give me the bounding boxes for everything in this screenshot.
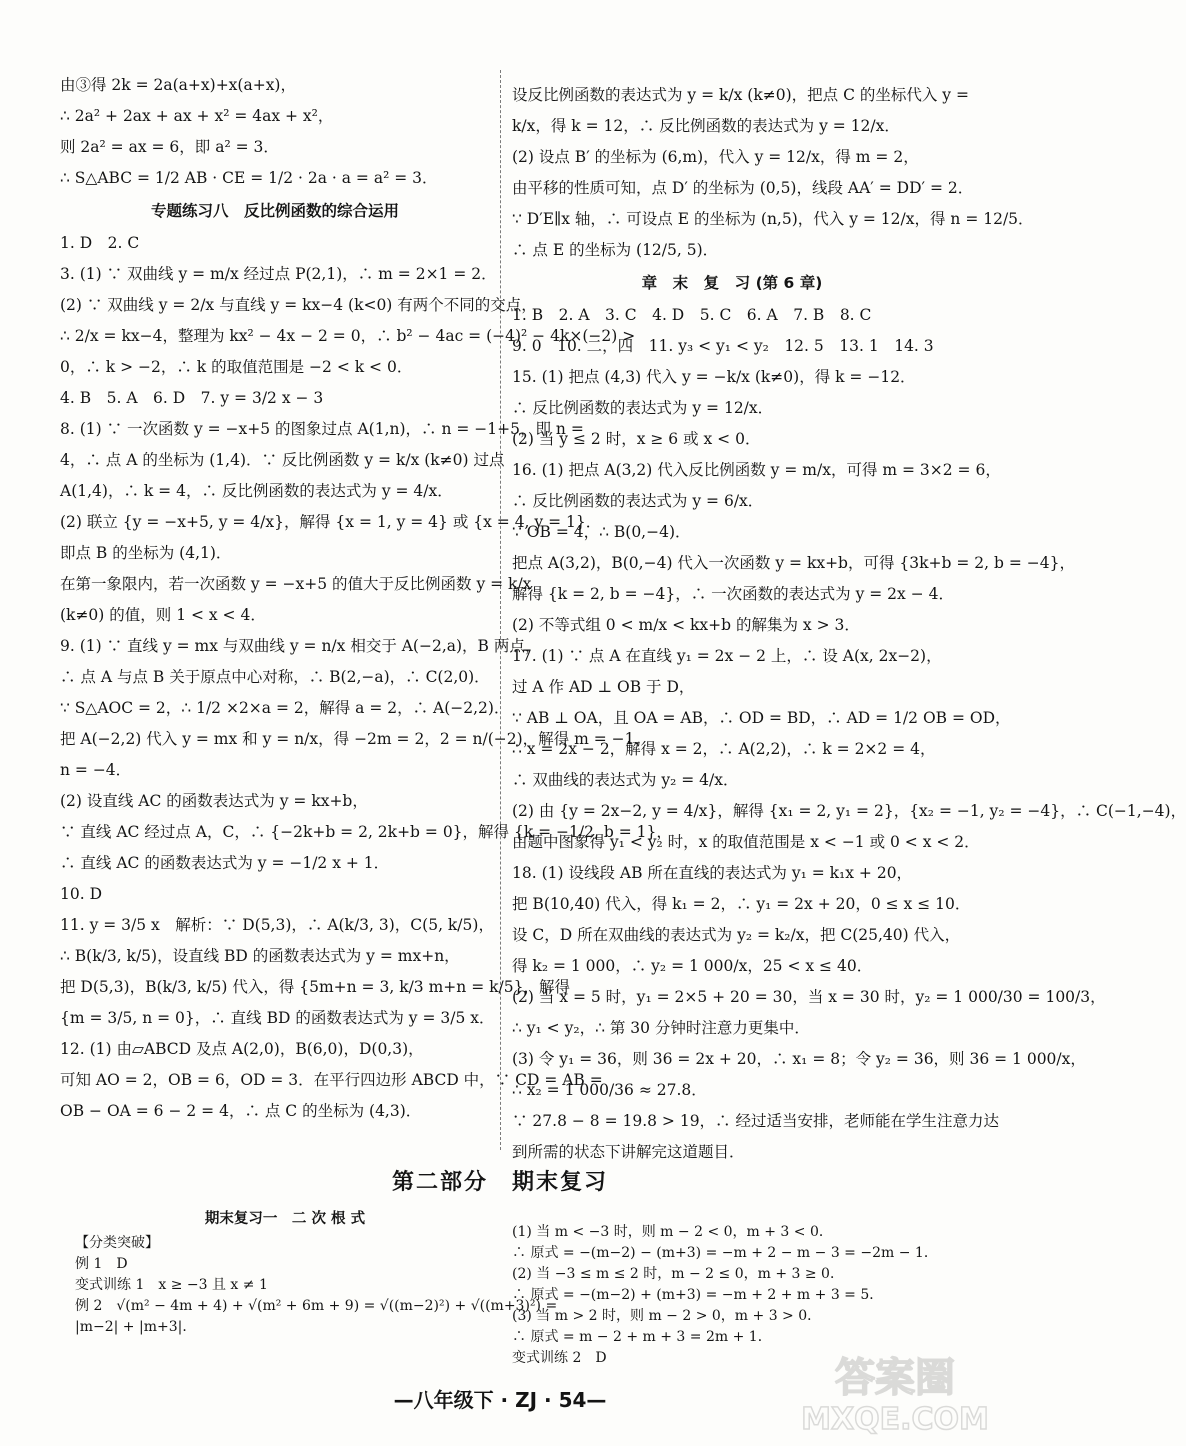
answer-line: (3) 令 y₁ = 36，则 36 = 2x + 20，∴ x₁ = 8；令 y₂ = 36，则 36 = 1 000/x， <box>512 1050 1086 1068</box>
answer-line: 由③得 2k = 2a(a+x)+x(a+x)， <box>60 76 296 94</box>
answer-line: (2) 联立 {y = −x+5, y = 4/x}，解得 {x = 1, y = 4} 或 {x = 4, y = 1}． <box>60 513 602 531</box>
answer-line: ∵ OB = 4，∴ B(0,−4)． <box>512 523 691 541</box>
answer-line: ∵ AB ⊥ OA，且 OA = AB，∴ OD = BD，∴ AD = 1/2 OB = OD， <box>512 709 1011 727</box>
answer-line: 把 A(−2,2) 代入 y = mx 和 y = n/x，得 −2m = 2，2 = n/(−2)，解得 m = −1， <box>60 730 650 748</box>
answer-line: ∴ x₂ = 1 000/36 ≈ 27.8． <box>512 1081 707 1099</box>
answer-line: ∴ 点 A 与点 B 关于原点中心对称，∴ B(2,−a)，∴ C(2,0)． <box>60 668 490 686</box>
answer-line: ∴ 直线 AC 的函数表达式为 y = −1/2 x + 1． <box>60 854 390 872</box>
review-column-left <box>75 1205 558 1338</box>
answer-line: k/x，得 k = 12，∴ 反比例函数的表达式为 y = 12/x． <box>512 117 900 135</box>
answer-line: (2) 不等式组 0 < m/x < kx+b 的解集为 x > 3． <box>512 616 860 634</box>
answer-line: 变式训练 2 D <box>512 1350 607 1366</box>
answer-line: |m−2| + |m+3|． <box>75 1319 197 1335</box>
answer-line: (2) ∵ 双曲线 y = 2/x 与直线 y = kx−4 (k<0) 有两个不同的交点， <box>60 296 537 314</box>
answer-line: n = −4． <box>60 761 132 779</box>
answer-line: (1) 当 m < −3 时，则 m − 2 < 0，m + 3 < 0． <box>512 1224 833 1240</box>
answer-line: ∴ x = 2x − 2，解得 x = 2，∴ A(2,2)，∴ k = 2×2 = 4， <box>512 740 936 758</box>
page-footer: —八年级下 · ZJ · 54— <box>393 1388 607 1412</box>
answer-line: 由平移的性质可知，点 D′ 的坐标为 (0,5)，线段 AA′ = DD′ = 2． <box>512 179 974 197</box>
answer-line: 由题中图象得 y₁ < y₂ 时，x 的取值范围是 x < −1 或 0 < x < 2． <box>512 833 980 851</box>
answer-line: 可知 AO = 2，OB = 6，OD = 3．在平行四边形 ABCD 中，∵ CD = AB = <box>60 1071 603 1089</box>
answer-line: 1. B 2. A 3. C 4. D 5. C 6. A 7. B 8. C <box>512 306 872 324</box>
answer-line: {m = 3/5, n = 0}，∴ 直线 BD 的函数表达式为 y = 3/5 x． <box>60 1009 495 1027</box>
answer-line: 17. (1) ∵ 点 A 在直线 y₁ = 2x − 2 上，∴ 设 A(x, 2x−2)， <box>512 647 942 665</box>
answer-line: A(1,4)，∴ k = 4，∴ 反比例函数的表达式为 y = 4/x． <box>60 482 453 500</box>
answer-line: 设 C，D 所在双曲线的表达式为 y₂ = k₂/x，把 C(25,40) 代入， <box>512 926 961 944</box>
answer-line: ∵ S△AOC = 2，∴ 1/2 ×2×a = 2，解得 a = 2，∴ A(−2,2)． <box>60 699 510 717</box>
answer-line: 15. (1) 把点 (4,3) 代入 y = −k/x (k≠0)，得 k = −12． <box>512 368 916 386</box>
answer-line: (2) 当 y ≤ 2 时，x ≥ 6 或 x < 0． <box>512 430 761 448</box>
answer-line: (2) 设点 B′ 的坐标为 (6,m)，代入 y = 12/x，得 m = 2， <box>512 148 919 166</box>
answer-line: ∴ y₁ < y₂，∴ 第 30 分钟时注意力更集中． <box>512 1019 810 1037</box>
section-title: 专题练习八 反比例函数的综合运用 <box>150 202 399 220</box>
answer-line: 18. (1) 设线段 AB 所在直线的表达式为 y₁ = k₁x + 20， <box>512 864 913 882</box>
answer-line: 9. 0 10. 二，四 11. y₃ < y₁ < y₂ 12. 5 13. 1 14. 3 <box>512 337 934 355</box>
answer-line: OB − OA = 6 − 2 = 4，∴ 点 C 的坐标为 (4,3)． <box>60 1102 422 1120</box>
answer-line: 11. y = 3/5 x 解析：∵ D(5,3)，∴ A(k/3, 3)，C(5, k/5)， <box>60 916 494 934</box>
answer-line: 变式训练 1 x ≥ −3 且 x ≠ 1 <box>75 1277 268 1293</box>
answer-line: 则 2a² = ax = 6，即 a² = 3． <box>60 138 279 156</box>
answer-line: 1. D 2. C <box>60 234 140 252</box>
answer-column-right <box>512 80 1186 1168</box>
answer-line: ∵ D′E∥x 轴，∴ 可设点 E 的坐标为 (n,5)，代入 y = 12/x，得 n = 12/5． <box>512 210 1034 228</box>
answer-line: 把点 A(3,2)，B(0,−4) 代入一次函数 y = kx+b，可得 {3k+b = 2, b = −4}， <box>512 554 1075 572</box>
answer-line: ∵ 27.8 − 8 = 19.8 > 19，∴ 经过适当安排，老师能在学生注意力达 <box>512 1112 999 1130</box>
answer-line: 设反比例函数的表达式为 y = k/x (k≠0)，把点 C 的坐标代入 y = <box>512 86 969 104</box>
answer-line: 即点 B 的坐标为 (4,1)． <box>60 544 232 562</box>
answer-line: 到所需的状态下讲解完这道题目． <box>512 1143 745 1161</box>
answer-line: ∴ 双曲线的表达式为 y₂ = 4/x． <box>512 771 739 789</box>
review-section-title: 期末复习一 二 次 根 式 <box>204 1211 366 1227</box>
answer-line: 把 B(10,40) 代入，得 k₁ = 2，∴ y₁ = 2x + 20，0 ≤ x ≤ 10． <box>512 895 971 913</box>
answer-line: 得 k₂ = 1 000，∴ y₂ = 1 000/x，25 < x ≤ 40． <box>512 957 873 975</box>
answer-line: (k≠0) 的值，则 1 < x < 4． <box>60 606 266 624</box>
answer-line: ∴ 反比例函数的表达式为 y = 12/x． <box>512 399 774 417</box>
answer-line: ∴ B(k/3, k/5)，设直线 BD 的函数表达式为 y = mx+n， <box>60 947 460 965</box>
answer-line: 4. B 5. A 6. D 7. y = 3/2 x − 3 <box>60 389 324 407</box>
answer-line: 0，∴ k > −2，∴ k 的取值范围是 −2 < k < 0． <box>60 358 413 376</box>
answer-line: ∴ 2/x = kx−4，整理为 kx² − 4x − 2 = 0，∴ b² − 4ac = (−4)² − 4k×(−2) > <box>60 327 636 345</box>
answer-line: (3) 当 m > 2 时，则 m − 2 > 0，m + 3 > 0． <box>512 1308 822 1324</box>
answer-line: ∴ S△ABC = 1/2 AB · CE = 1/2 · 2a · a = a² = 3． <box>60 169 438 187</box>
answer-line: 10. D <box>60 885 103 903</box>
part-title: 第二部分 期末复习 <box>391 1170 608 1195</box>
answer-line: 把 D(5,3)，B(k/3, k/5) 代入，得 {5m+n = 3, k/3 m+n = k/5}，解得 <box>60 978 570 996</box>
answer-line: 【分类突破】 <box>75 1235 159 1251</box>
answer-line: ∴ 反比例函数的表达式为 y = 6/x． <box>512 492 764 510</box>
answer-line: 4，∴ 点 A 的坐标为 (1,4)．∵ 反比例函数 y = k/x (k≠0) 过点 <box>60 451 505 469</box>
section-title: 章 末 复 习 (第 6 章) <box>641 274 823 292</box>
answer-line: 12. (1) 由▱ABCD 及点 A(2,0)，B(6,0)，D(0,3)， <box>60 1040 424 1058</box>
answer-line: 16. (1) 把点 A(3,2) 代入反比例函数 y = m/x，可得 m = 3×2 = 6， <box>512 461 1001 479</box>
answer-line: 过 A 作 AD ⊥ OB 于 D， <box>512 678 695 696</box>
answer-line: ∴ 原式 = −(m−2) + (m+3) = −m + 2 + m + 3 = 5． <box>512 1287 884 1303</box>
answer-line: 3. (1) ∵ 双曲线 y = m/x 经过点 P(2,1)，∴ m = 2×1 = 2． <box>60 265 497 283</box>
answer-line: ∴ 原式 = m − 2 + m + 3 = 2m + 1． <box>512 1329 772 1345</box>
watermark-logo <box>800 1343 990 1438</box>
answer-line: ∵ 直线 AC 经过点 A，C，∴ {−2k+b = 2, 2k+b = 0}，解得 {k = −1/2, b = 1}， <box>60 823 672 841</box>
answer-line: ∴ 点 E 的坐标为 (12/5, 5)． <box>512 241 719 259</box>
answer-line: ∴ 原式 = −(m−2) − (m+3) = −m + 2 − m − 3 = −2m − 1． <box>512 1245 938 1261</box>
watermark-line2: MXQE.COM <box>801 1402 989 1437</box>
answer-line: 在第一象限内，若一次函数 y = −x+5 的值大于反比例函数 y = k/x <box>60 575 532 593</box>
answer-line: (2) 当 x = 5 时，y₁ = 2×5 + 20 = 30，当 x = 30 时，y₂ = 1 000/30 = 100/3， <box>512 988 1106 1006</box>
answer-line: (2) 由 {y = 2x−2, y = 4/x}，解得 {x₁ = 2, y₁ = 2}，{x₂ = −1, y₂ = −4}，∴ C(−1,−4)， <box>512 802 1186 820</box>
answer-line: 8. (1) ∵ 一次函数 y = −x+5 的图象过点 A(1,n)，∴ n = −1+5，即 n = <box>60 420 584 438</box>
answer-line: 9. (1) ∵ 直线 y = mx 与双曲线 y = n/x 相交于 A(−2,a)，B 两点， <box>60 637 541 655</box>
answer-line: 例 1 D <box>75 1256 128 1272</box>
answer-line: 解得 {k = 2, b = −4}，∴ 一次函数的表达式为 y = 2x − 4． <box>512 585 954 603</box>
answer-line: (2) 当 −3 ≤ m ≤ 2 时，m − 2 ≤ 0，m + 3 ≥ 0． <box>512 1266 844 1282</box>
watermark-line1: 答案圈 <box>835 1355 955 1401</box>
answer-line: 例 2 √(m² − 4m + 4) + √(m² + 6m + 9) = √((m−2)²) + √((m+3)²) = <box>75 1298 558 1314</box>
answer-line: ∴ 2a² + 2ax + ax + x² = 4ax + x²， <box>60 107 334 125</box>
answer-line: (2) 设直线 AC 的函数表达式为 y = kx+b， <box>60 792 368 810</box>
